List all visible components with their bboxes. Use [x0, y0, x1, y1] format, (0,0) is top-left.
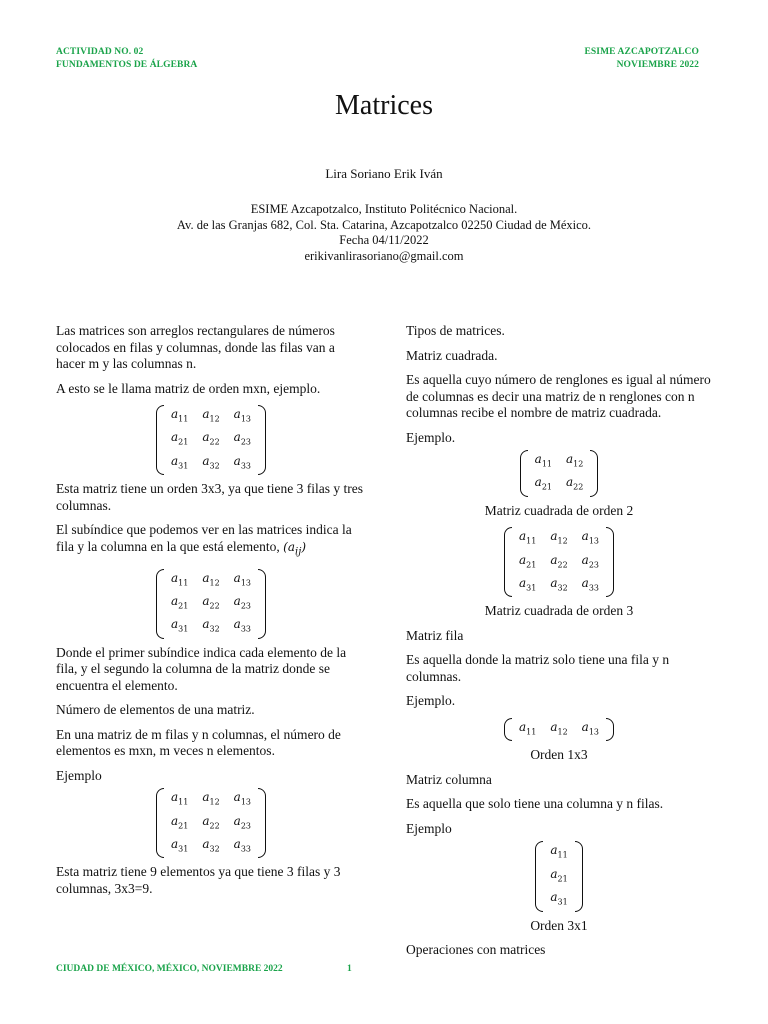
- matrix-entry: $a_{13}$: [233, 570, 252, 587]
- matrix-entry: $a_{21}$: [170, 813, 189, 831]
- aij-sub: ij: [295, 546, 302, 558]
- header-activity: ACTIVIDAD NO. 02: [56, 47, 144, 57]
- matrix-entry: $a_{33}$: [581, 576, 600, 593]
- matrix-entry: $a_{11}$: [518, 719, 537, 737]
- matrix-entry: $a_{31}$: [518, 576, 537, 593]
- matrix-right-paren: [590, 450, 598, 497]
- intro-paragraph: Las matrices son arreglos rectangulares de números colocados en filas y columnas, donde las filas van a hacer m y las columnas n.: [56, 323, 335, 371]
- matrix-1x3: [406, 718, 712, 741]
- matrix-entry: $a_{12}$: [550, 529, 568, 546]
- page-number: 1: [347, 964, 352, 974]
- matrix-entry: $a_{31}$: [550, 890, 568, 907]
- matrix-entry: $a_{11}$: [534, 452, 552, 469]
- matrix-entry: $a_{32}$: [202, 837, 220, 854]
- matrix-entry: $a_{23}$: [581, 552, 600, 570]
- caption-order-2: Matriz cuadrada de orden 2: [484, 502, 634, 518]
- caption-order-1x3: Orden 1x3: [530, 747, 588, 763]
- matrix-entry: $a_{23}$: [233, 593, 252, 611]
- matrix-entry: $a_{11}$: [518, 529, 537, 546]
- row-matrix-definition: Es aquella donde la matriz solo tiene una fila y n columnas.: [406, 652, 670, 684]
- types-heading: Tipos de matrices.: [406, 323, 505, 338]
- matrix-right-paren: [258, 788, 266, 858]
- matrix-entry: $a_{13}$: [581, 529, 600, 546]
- row-matrix-heading: Matriz fila: [406, 627, 464, 643]
- order-paragraph: A esto se le llama matriz de orden mxn, ejemplo.: [56, 380, 321, 396]
- affiliation-email: erikivanlirasoriano@gmail.com: [304, 248, 464, 263]
- matrix-entry: $a_{23}$: [233, 813, 252, 831]
- matrix-entry: $a_{11}$: [550, 843, 568, 860]
- affiliation-date: Fecha 04/11/2022: [339, 233, 429, 247]
- operations-heading: Operaciones con matrices: [406, 942, 546, 958]
- elements-paragraph: En una matriz de m filas y n columnas, el número de elementos es mxn, m veces n elementos.: [56, 726, 341, 759]
- matrix-entry: $a_{21}$: [170, 593, 189, 611]
- matrix-3x3-example-3: [56, 788, 366, 858]
- matrix-body: [512, 718, 606, 741]
- page-title: Matrices: [335, 90, 433, 121]
- matrix-entry: $a_{32}$: [202, 617, 220, 634]
- subindex-explanation: Donde el primer subíndice indica cada elemento de la fila, y el segundo la columna de la matriz donde se encuentra el elemento.: [56, 644, 347, 693]
- header-right: [584, 46, 699, 72]
- affiliation-address: Av. de las Granjas 682, Col. Sta. Catarina, Azcapotzalco 02250 Ciudad de México.: [176, 217, 592, 232]
- header-course: FUNDAMENTOS DE ÁLGEBRA: [56, 60, 198, 70]
- subindex-paragraph: [56, 522, 366, 560]
- example-label: Ejemplo: [56, 767, 102, 783]
- header-left: [56, 46, 197, 72]
- right-column: [406, 323, 712, 967]
- matrix-entry: $a_{33}$: [233, 453, 252, 471]
- column-matrix-heading: Matriz columna: [406, 771, 492, 787]
- matrix-entry: $a_{22}$: [202, 430, 220, 447]
- matrix-entry: $a_{13}$: [233, 407, 252, 424]
- left-column: [56, 323, 366, 905]
- affiliation-block: [0, 202, 768, 264]
- matrix-left-paren: [156, 405, 164, 475]
- footer-location: CIUDAD DE MÉXICO, MÉXICO, NOVIEMBRE 2022: [56, 964, 283, 974]
- header-school: ESIME AZCAPOTZALCO: [584, 47, 699, 57]
- matrix-entry: $a_{33}$: [233, 837, 252, 854]
- caption-order-3: Matriz cuadrada de orden 3: [484, 603, 634, 619]
- matrix-entry: $a_{12}$: [202, 790, 220, 807]
- matrix-right-paren: [575, 841, 583, 911]
- affiliation-institution: ESIME Azcapotzalco, Instituto Politécnico Nacional.: [250, 202, 518, 216]
- matrix-3x1: [406, 841, 712, 911]
- row-example-label: Ejemplo.: [406, 693, 456, 709]
- subindex-text: El subíndice que podemos ver en las matrices indica la fila y la columna en la que está elemento,: [56, 522, 352, 554]
- order-explanation: Esta matriz tiene un orden 3x3, ya que tiene 3 filas y tres columnas.: [56, 481, 364, 513]
- matrix-entry: $a_{13}$: [581, 719, 600, 737]
- matrix-entry: $a_{11}$: [170, 407, 189, 424]
- matrix-entry: $a_{22}$: [202, 593, 220, 611]
- matrix-entry: $a_{12}$: [550, 719, 568, 737]
- matrix-body: [164, 788, 258, 858]
- square-example-label: Ejemplo.: [406, 429, 456, 445]
- matrix-entry: $a_{12}$: [566, 452, 584, 469]
- matrix-entry: $a_{31}$: [170, 453, 189, 471]
- matrix-body: [528, 450, 591, 497]
- matrix-entry: $a_{23}$: [233, 430, 252, 447]
- matrix-entry: $a_{21}$: [534, 475, 552, 492]
- matrix-entry: $a_{21}$: [550, 866, 568, 884]
- matrix-entry: $a_{22}$: [566, 475, 584, 492]
- matrix-entry: $a_{31}$: [170, 837, 189, 854]
- matrix-body: [164, 405, 258, 475]
- matrix-entry: $a_{21}$: [170, 430, 189, 447]
- matrix-3x3-square: [406, 527, 712, 597]
- elements-conclusion: Esta matriz tiene 9 elementos ya que tiene 3 filas y 3 columnas, 3x3=9.: [56, 864, 341, 896]
- matrix-entry: $a_{32}$: [202, 453, 220, 471]
- matrix-entry: $a_{22}$: [550, 552, 568, 570]
- square-matrix-definition: Es aquella cuyo número de renglones es igual al número de columnas es decir una matriz de n renglones con n columnas recibe el nombre de matriz cuadrada.: [406, 372, 711, 420]
- matrix-3x3-example-2: [56, 569, 366, 639]
- author-name: Lira Soriano Erik Iván: [325, 166, 443, 181]
- matrix-2x2: [406, 450, 712, 497]
- matrix-entry: $a_{32}$: [550, 576, 568, 593]
- matrix-right-paren: [606, 527, 614, 597]
- matrix-left-paren: [520, 450, 528, 497]
- matrix-entry: $a_{11}$: [170, 570, 189, 587]
- header-date: NOVIEMBRE 2022: [616, 60, 699, 70]
- matrix-entry: $a_{22}$: [202, 813, 220, 831]
- aij-open: (a: [283, 539, 296, 554]
- matrix-right-paren: [258, 569, 266, 639]
- matrix-entry: $a_{31}$: [170, 617, 189, 634]
- matrix-left-paren: [504, 527, 512, 597]
- matrix-entry: $a_{12}$: [202, 407, 220, 424]
- matrix-left-paren: [535, 841, 543, 911]
- matrix-body: [512, 527, 606, 597]
- matrix-left-paren: [504, 718, 512, 741]
- elements-heading: Número de elementos de una matriz.: [56, 702, 255, 718]
- caption-order-3x1: Orden 3x1: [530, 917, 588, 933]
- matrix-body: [164, 569, 258, 639]
- square-matrix-heading: Matriz cuadrada.: [406, 347, 498, 363]
- matrix-right-paren: [258, 405, 266, 475]
- matrix-right-paren: [606, 718, 614, 741]
- matrix-left-paren: [156, 569, 164, 639]
- matrix-entry: $a_{33}$: [233, 617, 252, 634]
- column-example-label: Ejemplo: [406, 820, 452, 836]
- matrix-left-paren: [156, 788, 164, 858]
- matrix-entry: $a_{13}$: [233, 790, 252, 807]
- aij-notation: [283, 539, 307, 558]
- matrix-3x3-example-1: [56, 405, 366, 475]
- matrix-entry: $a_{21}$: [518, 552, 537, 570]
- matrix-entry: $a_{12}$: [202, 570, 220, 587]
- matrix-entry: $a_{11}$: [170, 790, 189, 807]
- matrix-body: [543, 841, 574, 911]
- column-matrix-definition: Es aquella que solo tiene una columna y n filas.: [406, 796, 664, 812]
- aij-close: ): [301, 539, 307, 554]
